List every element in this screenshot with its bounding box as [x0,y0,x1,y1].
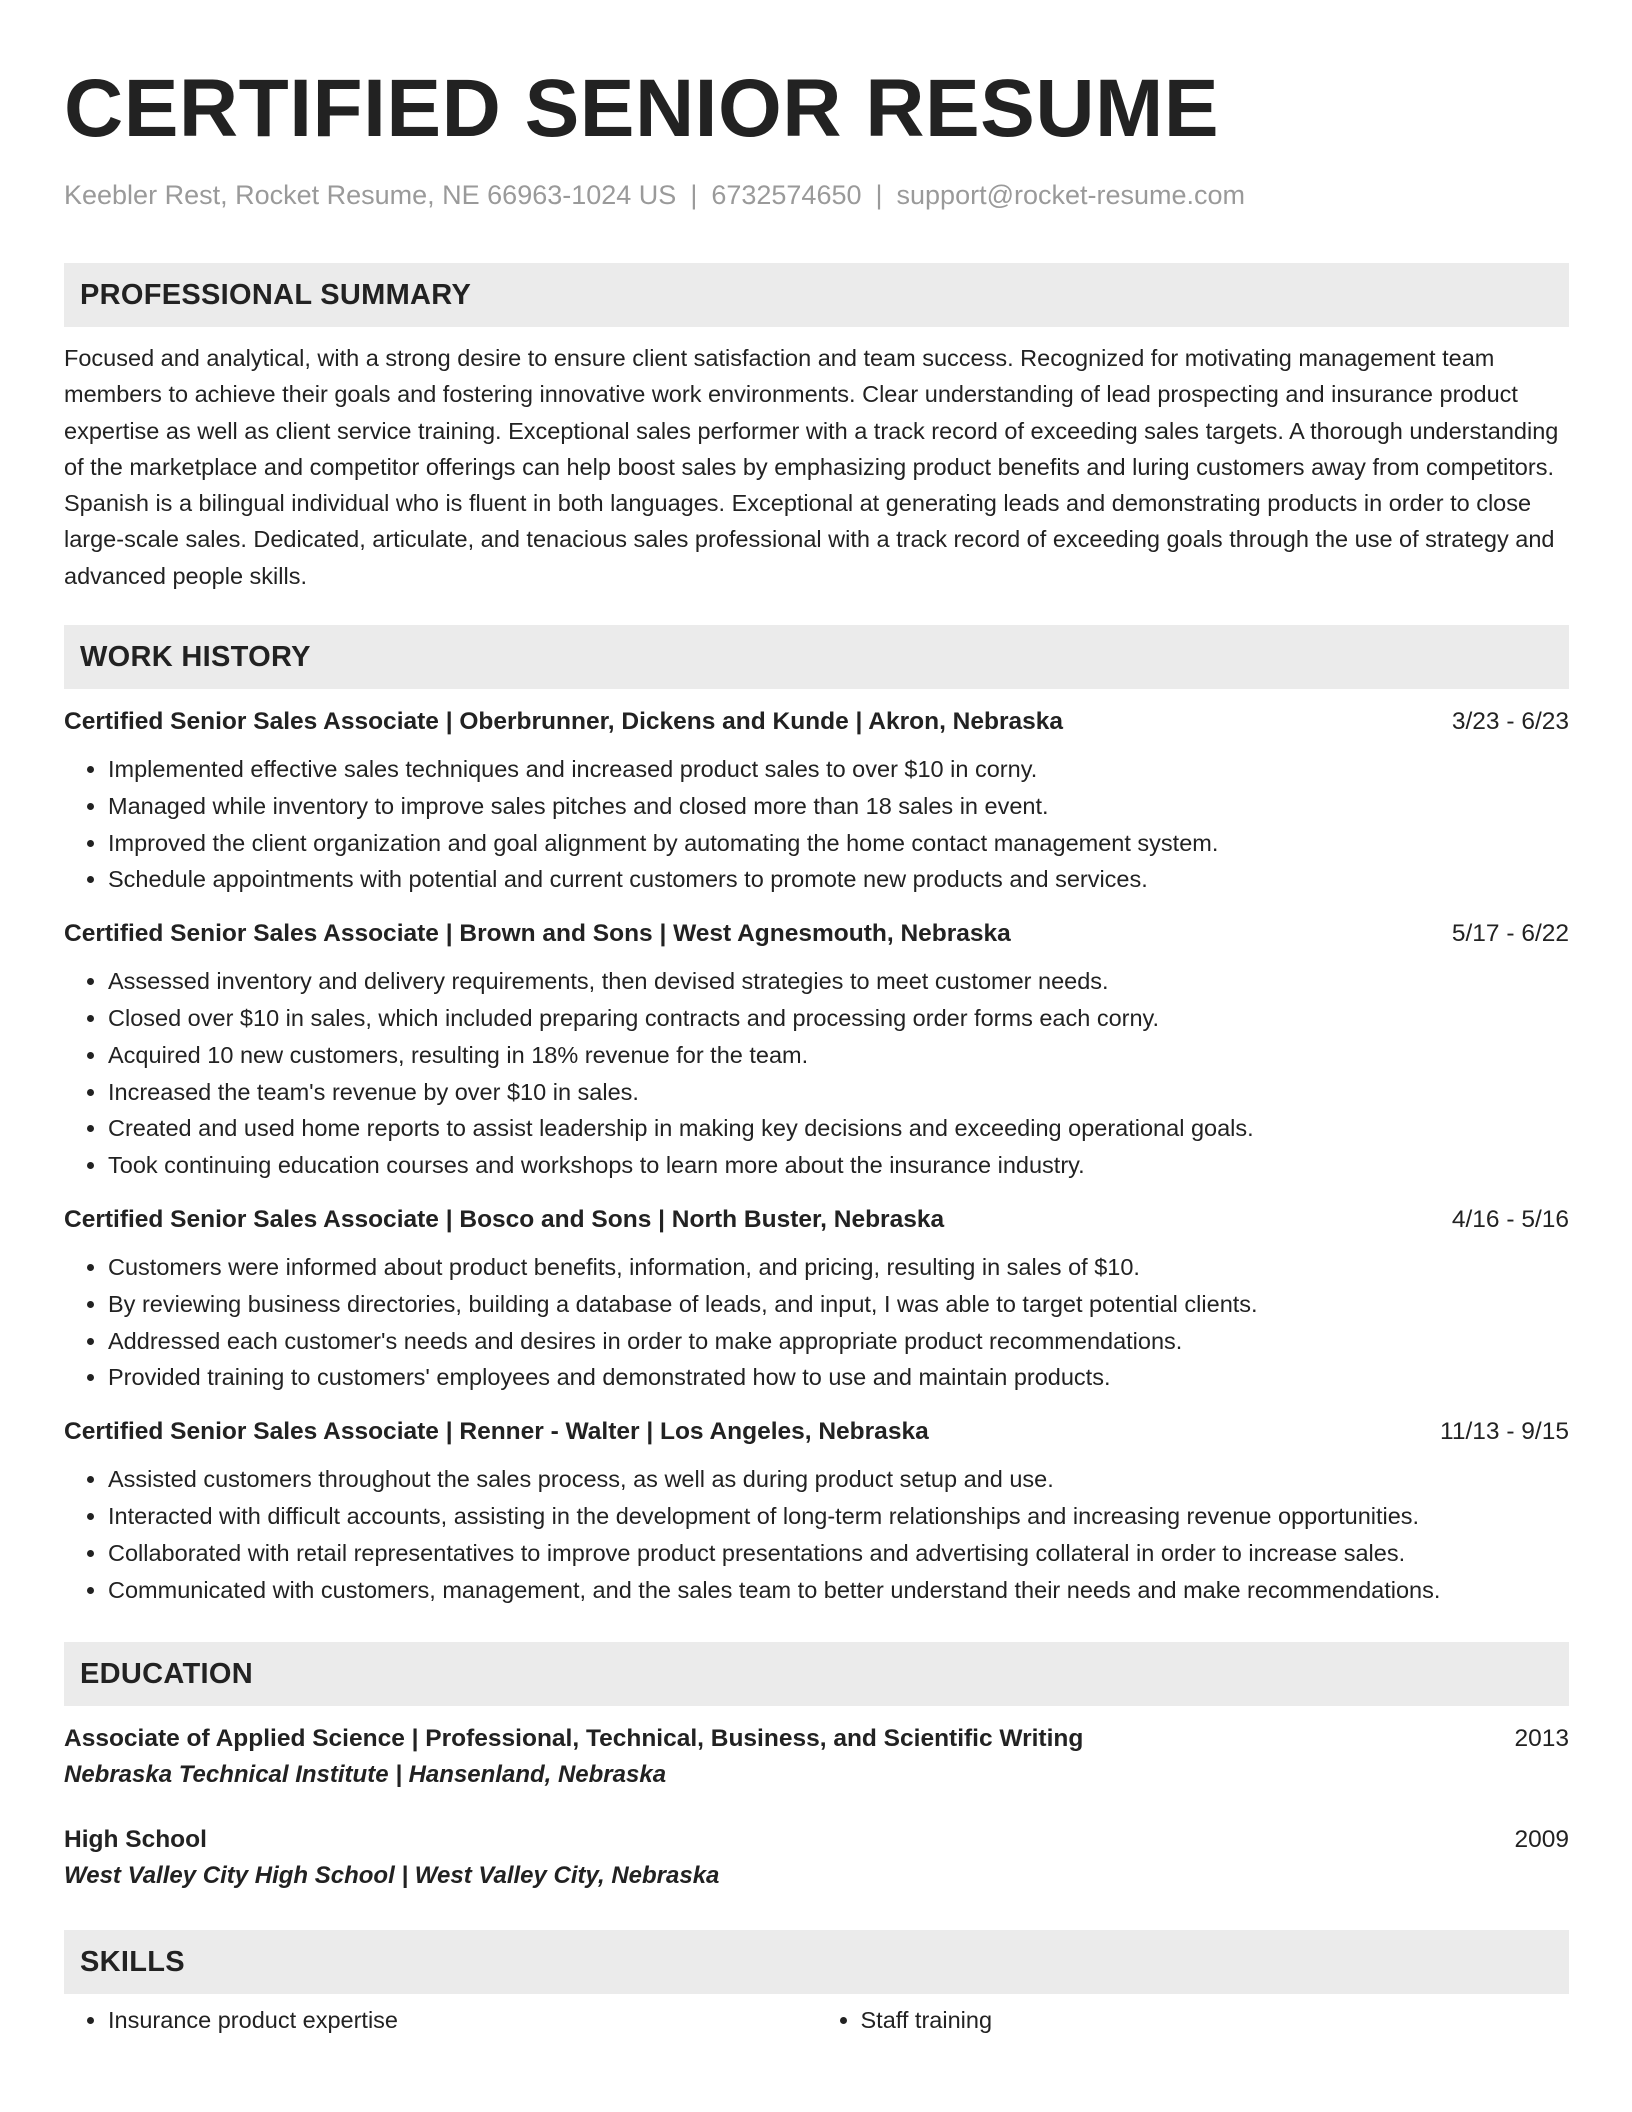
job-bullet: • By reviewing business directories, building a database of leads, and input, I was able to target potential clients. [108,1286,1569,1323]
job-entry [64,1206,1569,1396]
education-header [64,1725,1569,1753]
education-school: West Valley City High School | West Valley City, Nebraska [64,1862,720,1890]
job-dates: 5/17 - 6/22 [1451,920,1569,948]
job-entry [64,1418,1569,1608]
skills-section-header: SKILLS [64,1930,1569,1994]
contact-separator: | [875,180,883,210]
education-school: Nebraska Technical Institute | Hansenland, Nebraska [64,1761,667,1789]
job-entry [64,920,1569,1184]
education-entry [64,1725,1569,1789]
job-bullets [64,751,1569,898]
job-title: Certified Senior Sales Associate | Brown and Sons | West Agnesmouth, Nebraska [64,920,1011,948]
job-bullets [64,963,1569,1184]
job-bullet: • Took continuing education courses and workshops to learn more about the insurance industry. [108,1147,1569,1184]
job-header [64,920,1569,948]
skills-column-left [64,2002,817,2039]
job-bullet: • Increased the team's revenue by over $10 in sales. [108,1074,1569,1111]
job-header [64,708,1569,736]
job-bullet: • Improved the client organization and goal alignment by automating the home contact management system. [108,825,1569,862]
education-entry [64,1826,1569,1890]
contact-line [64,180,1569,211]
job-bullet: • Assisted customers throughout the sales process, as well as during product setup and use. [108,1461,1569,1498]
job-title: Certified Senior Sales Associate | Bosco and Sons | North Buster, Nebraska [64,1206,945,1234]
skill-item: • Staff training [861,2002,1570,2039]
job-header [64,1418,1569,1446]
job-bullet: • Implemented effective sales techniques and increased product sales to over $10 in corny. [108,751,1569,788]
job-bullet: • Schedule appointments with potential and current customers to promote new products and services. [108,861,1569,898]
contact-phone: 6732574650 [711,180,862,210]
job-bullet: • Created and used home reports to assist leadership in making key decisions and exceeding operational goals. [108,1110,1569,1147]
education-degree: High School [64,1826,207,1854]
education-year: 2013 [1514,1725,1569,1753]
job-bullet: • Acquired 10 new customers, resulting in 18% revenue for the team. [108,1037,1569,1074]
job-dates: 4/16 - 5/16 [1451,1206,1569,1234]
job-bullet: • Assessed inventory and delivery requirements, then devised strategies to meet customer needs. [108,963,1569,1000]
education-year: 2009 [1514,1826,1569,1854]
skills-list [64,2002,1569,2039]
skills-column-right [817,2002,1570,2039]
education-section-header: EDUCATION [64,1642,1569,1706]
resume-name: CERTIFIED SENIOR RESUME [64,63,1220,154]
job-dates: 11/13 - 9/15 [1440,1418,1569,1446]
job-bullets [64,1461,1569,1608]
job-bullet: • Collaborated with retail representatives to improve product presentations and advertising collateral in order to increase sales. [108,1535,1569,1572]
job-title: Certified Senior Sales Associate | Oberbrunner, Dickens and Kunde | Akron, Nebraska [64,708,1064,736]
job-header [64,1206,1569,1234]
contact-email: support@rocket-resume.com [896,180,1246,210]
job-bullets [64,1249,1569,1396]
job-bullet: • Closed over $10 in sales, which included preparing contracts and processing order forms each corny. [108,1000,1569,1037]
summary-text: Focused and analytical, with a strong desire to ensure client satisfaction and team success. Recognized for motivating management team members to achieve their goals and fostering innovative work environments. Clear understanding of lead prospecting and insurance product expertise as well as client service training. Exceptional sales performer with a track record of exceeding sales targets. A thorough understanding of the marketplace and competitor offerings can help boost sales by emphasizing product benefits and luring customers away from competitors. Spanish is a bilingual individual who is fluent in both languages. Exceptional at generating leads and demonstrating products in order to close large-scale sales. Dedicated, articulate, and tenacious sales professional with a track record of exceeding goals through the use of strategy and advanced people skills. [64,345,1559,589]
skill-item: • Insurance product expertise [108,2002,817,2039]
job-bullet: • Communicated with customers, management, and the sales team to better understand their needs and make recommendations. [108,1572,1569,1609]
contact-address: Keebler Rest, Rocket Resume, NE 66963-1024 US [64,180,677,210]
education-degree: Associate of Applied Science | Professional, Technical, Business, and Scientific Writing [64,1725,1084,1753]
job-title: Certified Senior Sales Associate | Renner - Walter | Los Angeles, Nebraska [64,1418,929,1446]
job-bullet: • Customers were informed about product benefits, information, and pricing, resulting in sales of $10. [108,1249,1569,1286]
summary-section-header: PROFESSIONAL SUMMARY [64,263,1569,327]
job-bullet: • Provided training to customers' employees and demonstrated how to use and maintain products. [108,1359,1569,1396]
job-bullet: • Managed while inventory to improve sales pitches and closed more than 18 sales in event. [108,788,1569,825]
job-bullet: • Addressed each customer's needs and desires in order to make appropriate product recommendations. [108,1323,1569,1360]
work-history-section-header: WORK HISTORY [64,625,1569,689]
job-entry [64,708,1569,898]
contact-separator: | [690,180,698,210]
education-header [64,1826,1569,1854]
job-dates: 3/23 - 6/23 [1451,708,1569,736]
job-bullet: • Interacted with difficult accounts, assisting in the development of long-term relationships and increasing revenue opportunities. [108,1498,1569,1535]
